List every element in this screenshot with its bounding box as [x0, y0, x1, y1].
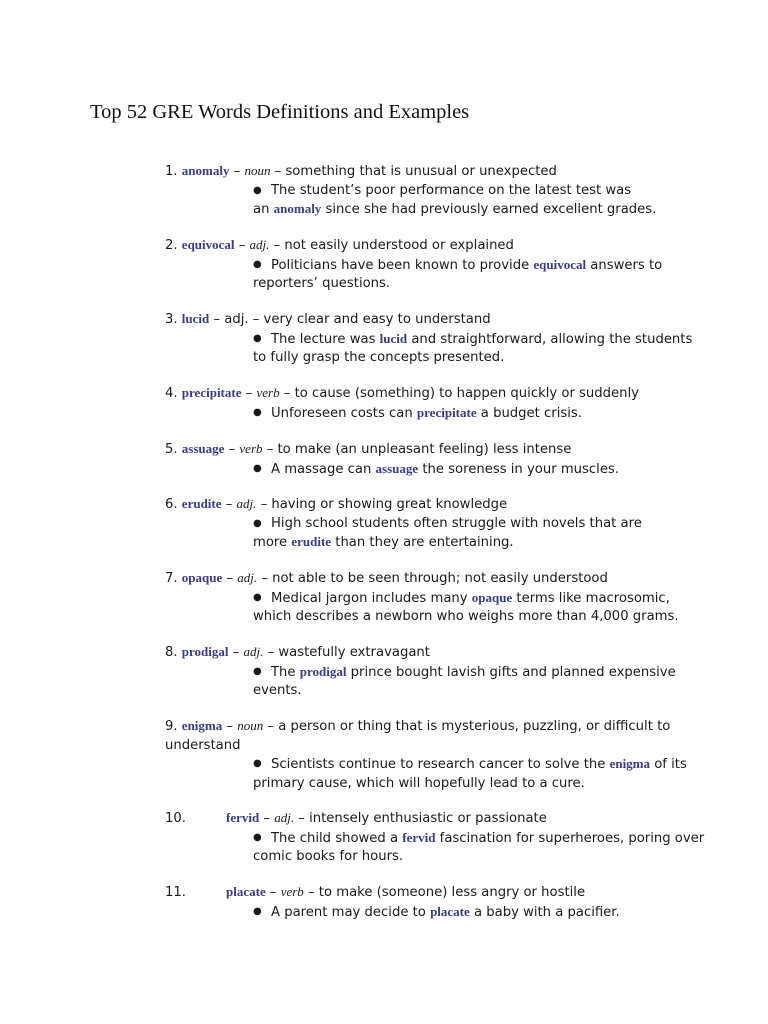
- bullet-icon: ●: [253, 517, 262, 529]
- bullet-icon: ●: [253, 758, 262, 769]
- definition: intensely enthusiastic or passionate: [309, 811, 547, 826]
- entry-anomaly: 1. anomaly – noun – something that is unusual or unexpected ● The student’s poor performance on the latest test was an anomaly since she had previously earned excellent grades.: [165, 162, 695, 220]
- term-highlight: precipitate: [416, 404, 477, 420]
- term-highlight: lucid: [379, 330, 408, 346]
- entry-assuage: 5. assuage – verb – to make (an unpleasant feeling) less intense ● A massage can assuage the soreness in your muscles.: [165, 440, 695, 479]
- example: ● Unforeseen costs can precipitate a budget crisis.: [253, 404, 582, 421]
- definition: to make (an unpleasant feeling) less intense: [277, 442, 572, 457]
- definition: not easily understood or explained: [284, 238, 514, 253]
- definition: having or showing great knowledge: [271, 497, 508, 512]
- definition: to make (someone) less angry or hostile: [318, 885, 586, 900]
- term-highlight: opaque: [471, 589, 513, 605]
- bullet-icon: ●: [253, 591, 262, 603]
- definition: something that is unusual or unexpected: [285, 164, 557, 179]
- term-highlight: fervid: [402, 829, 436, 845]
- example: ● Scientists continue to research cancer to solve the enigma of its primary cause, which will hopefully lead to a cure.: [253, 756, 687, 791]
- entry-prodigal: 8. prodigal – adj. – wastefully extravagant ● The prodigal prince bought lavish gifts and planned expensive events.: [165, 643, 695, 701]
- example: ● High school students often struggle with novels that are more erudite than they are entertaining.: [253, 515, 642, 550]
- example: ● Politicians have been known to provide equivocal answers to reporters’ questions.: [253, 256, 663, 291]
- entry-placate: 11. placate – verb – to make (someone) less angry or hostile ● A parent may decide to placate a baby with a pacifier.: [165, 883, 695, 922]
- example: ● Medical jargon includes many opaque terms like macrosomic, which describes a newborn who weighs more than 4,000 grams.: [253, 589, 679, 624]
- entry-lucid: 3. lucid – adj. – very clear and easy to understand ● The lecture was lucid and straightforward, allowing the students to fully grasp the concepts presented.: [165, 310, 695, 368]
- definition: not able to be seen through; not easily understood: [272, 571, 608, 586]
- example: ● The child showed a fervid fascination for superheroes, poring over comic books for hours.: [253, 829, 705, 864]
- entry-enigma: 9. enigma – noun – a person or thing that is mysterious, puzzling, or difficult to understand ● Scientists continue to research cancer to solve the enigma of its primary cause, which will hopefully lead to a cure.: [165, 717, 695, 793]
- definition: wastefully extravagant: [278, 645, 430, 660]
- part-of-speech: verb: [256, 385, 280, 400]
- definition: very clear and easy to understand: [263, 312, 491, 327]
- part-of-speech: noun: [244, 163, 271, 178]
- definition: a person or thing that is mysterious, puzzling, or difficult to: [278, 719, 671, 734]
- example: ● The lecture was lucid and straightforward, allowing the students to fully grasp the concepts presented.: [253, 330, 693, 365]
- term: equivocal: [181, 237, 235, 252]
- bullet-icon: ●: [253, 184, 262, 196]
- part-of-speech: verb: [239, 441, 263, 456]
- bullet-icon: ●: [253, 905, 262, 917]
- part-of-speech: verb: [280, 884, 304, 899]
- entry-fervid: 10. fervid – adj. – intensely enthusiastic or passionate ● The child showed a fervid fascination for superheroes, poring over comic books for hours.: [165, 809, 695, 867]
- part-of-speech: noun: [237, 718, 264, 733]
- term: enigma: [181, 718, 223, 733]
- entry-precipitate: 4. precipitate – verb – to cause (something) to happen quickly or suddenly ● Unforeseen costs can precipitate a budget crisis.: [165, 384, 695, 423]
- entry-opaque: 7. opaque – adj. – not able to be seen through; not easily understood ● Medical jargon includes many opaque terms like macrosomic, which describes a newborn who weighs more than 4,000 grams.: [165, 569, 695, 627]
- example: ● A parent may decide to placate a baby with a pacifier.: [253, 903, 620, 920]
- part-of-speech: adj.: [224, 312, 249, 327]
- term-highlight: equivocal: [533, 256, 587, 272]
- part-of-speech: adj.: [243, 644, 264, 659]
- term-highlight: enigma: [609, 756, 651, 771]
- document-title: Top 52 GRE Words Definitions and Examples: [90, 101, 470, 123]
- term: precipitate: [181, 385, 242, 400]
- term-highlight: prodigal: [299, 663, 347, 679]
- term: placate: [226, 884, 266, 899]
- example: ● The student’s poor performance on the latest test was an anomaly since she had previously earned excellent grades.: [253, 182, 657, 217]
- term: erudite: [181, 496, 222, 511]
- entry-erudite: 6. erudite – adj. – having or showing great knowledge ● High school students often struggle with novels that are more erudite than they are entertaining.: [165, 495, 695, 553]
- definition-continued: understand: [165, 737, 241, 753]
- term-highlight: erudite: [291, 534, 332, 549]
- term-highlight: anomaly: [273, 201, 322, 216]
- bullet-icon: ●: [253, 462, 262, 474]
- term-highlight: assuage: [375, 460, 419, 476]
- example: ● The prodigal prince bought lavish gifts and planned expensive events.: [253, 663, 676, 698]
- bullet-icon: ●: [253, 665, 262, 677]
- term: prodigal: [181, 644, 229, 659]
- entry-equivocal: 2. equivocal – adj. – not easily understood or explained ● Politicians have been known to provide equivocal answers to reporters’ questions.: [165, 236, 695, 294]
- example: ● A massage can assuage the soreness in your muscles.: [253, 460, 619, 477]
- part-of-speech: adj.: [236, 496, 257, 511]
- term: fervid: [226, 810, 260, 825]
- term-highlight: placate: [430, 903, 470, 919]
- term: lucid: [181, 311, 210, 326]
- part-of-speech: adj.: [249, 237, 270, 252]
- part-of-speech: adj.: [274, 810, 295, 825]
- bullet-icon: ●: [253, 258, 262, 270]
- part-of-speech: adj.: [237, 570, 258, 585]
- term: assuage: [181, 441, 225, 456]
- term: anomaly: [181, 163, 230, 178]
- definition: to cause (something) to happen quickly or suddenly: [294, 386, 639, 401]
- bullet-icon: ●: [253, 332, 262, 344]
- bullet-icon: ●: [253, 406, 262, 418]
- bullet-icon: ●: [253, 831, 262, 843]
- term: opaque: [181, 570, 223, 585]
- entry-number: 1.: [165, 164, 178, 179]
